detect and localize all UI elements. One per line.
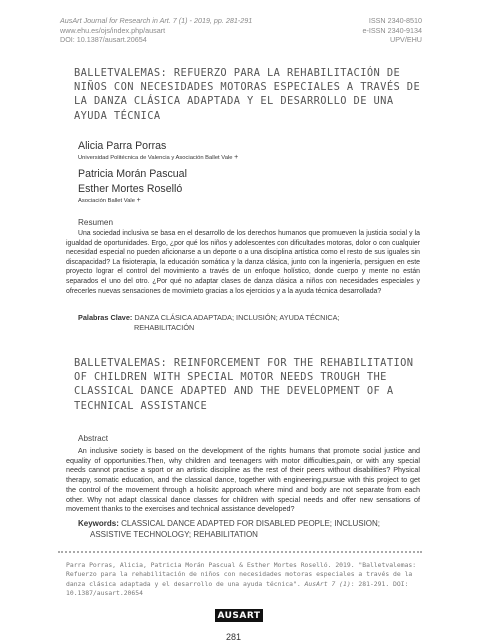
resumen-label: Resumen — [78, 218, 114, 227]
author-name: Esther Mortes Roselló — [78, 183, 183, 195]
issn: ISSN 2340-8510 — [368, 16, 422, 25]
dotted-divider — [58, 551, 422, 553]
journal-url[interactable]: www.ehu.es/ojs/index.php/ausart — [60, 25, 166, 35]
abstract-text: An inclusive society is based on the development of the rights humans that promote social justice and equality of opportunities.Then, why children and teenagers with motor difficulties,pain, or with any special needs cannot practise a sport or an artistic discipline as the rest of their peers without disabilities? Physical therapy, somatic education, and the classical dance, together with engineering,pursue with this project to get the control of the movement through a holisitc approach where mind and body are not separate from each other. Why not adapt classical dance classes for children with special needs and offer new sensations of movement thanks to the exercises and technical assistance developed? — [66, 446, 420, 514]
keywords-english — [78, 518, 420, 540]
citation-block: Parra Porras, Alicia, Patricia Morán Pascual & Esther Mortes Roselló. 2019. "Balletvalemas: Refuerzo para la rehabilitación de niños con necesidades motoras especiales a través de la danza clásica adaptada y el desarrollo de una ayuda técnica". AusArt 7 (1): 281-291. DOI: 10.1387/ausart.20654 — [66, 561, 417, 597]
author-name: Alicia Parra Porras — [78, 140, 167, 152]
author-affiliation: Universidad Politécnica de Valencia y Asociación Ballet Vale + — [78, 154, 239, 161]
keywords-spanish — [78, 313, 420, 333]
plus-icon: + — [136, 197, 141, 204]
plus-icon: + — [234, 154, 239, 161]
keywords-values-continued: REHABILITACIÓN — [134, 323, 195, 332]
keywords-label: Keywords: — [78, 519, 119, 528]
journal-header-left — [60, 16, 252, 45]
page-number: 281 — [226, 632, 242, 640]
article-title-english: BALLETVALEMAS: REINFORCEMENT FOR THE REHABILITATION OF CHILDREN WITH SPECIAL MOTOR NEEDS TROUGH THE CLASSICAL DANCE ADAPTED AND THE DEVELOPMENT OF A TECHNICAL ASSISTANCE — [74, 357, 414, 412]
e-issn: e-ISSN 2340-9134 — [362, 25, 422, 35]
ausart-logo: AUSART — [215, 609, 263, 622]
journal-header-right — [362, 16, 422, 45]
publisher: UPV/EHU — [390, 35, 422, 44]
author-affiliation: Asociación Ballet Vale + — [78, 197, 141, 204]
keywords-label: Palabras Clave: — [78, 313, 133, 322]
journal-citation-line: AusArt Journal for Research in Art. 7 (1) - 2019, pp. 281-291 — [60, 16, 253, 25]
journal-doi: DOI: 10.1387/ausart.20654 — [60, 35, 147, 44]
keywords-values-continued: ASSISTIVE TECHNOLOGY; REHABILITATION — [90, 530, 258, 539]
author-name: Patricia Morán Pascual — [78, 168, 187, 180]
resumen-text: Una sociedad inclusiva se basa en el desarrollo de los derechos humanos que promueven la justicia social y la igualdad de oportunidades. Ergo, ¿por qué los niños y adolescentes con dificultades motoras, dolor o con cualquier necesidad especial no pueden aficionarse a un deporte o a una disciplina artística como el resto de sus iguales sin discapacidad? La fisioterapia, la educación somática y la danza clásica, junto con la ingeniería, persiguen en este proyecto lograr el control del movimiento a través de un enfoque holístico, donde cuerpo y mente no están separados el uno del otro. ¿Por qué no adaptar clases de danza clásica a niños con necesidades especiales y ofrecerles nuevas sensaciones de movimieto gracias a los ejercicios y a la ayuda técnica desarrollada? — [66, 230, 420, 295]
keywords-values: CLASSICAL DANCE ADAPTED FOR DISABLED PEOPLE; INCLUSION; — [121, 519, 381, 528]
abstract-label: Abstract — [78, 434, 109, 443]
article-title-spanish: BALLETVALEMAS: REFUERZO PARA LA REHABILITACIÓN DE NIÑOS CON NECESIDADES MOTORAS ESPECIALES A TRAVÉS DE LA DANZA CLÁSICA ADAPTADA Y EL DESARROLLO DE UNA AYUDA TÉCNICA — [74, 67, 421, 122]
keywords-values: DANZA CLÁSICA ADAPTADA; INCLUSIÓN; AYUDA TÉCNICA; — [134, 313, 340, 322]
